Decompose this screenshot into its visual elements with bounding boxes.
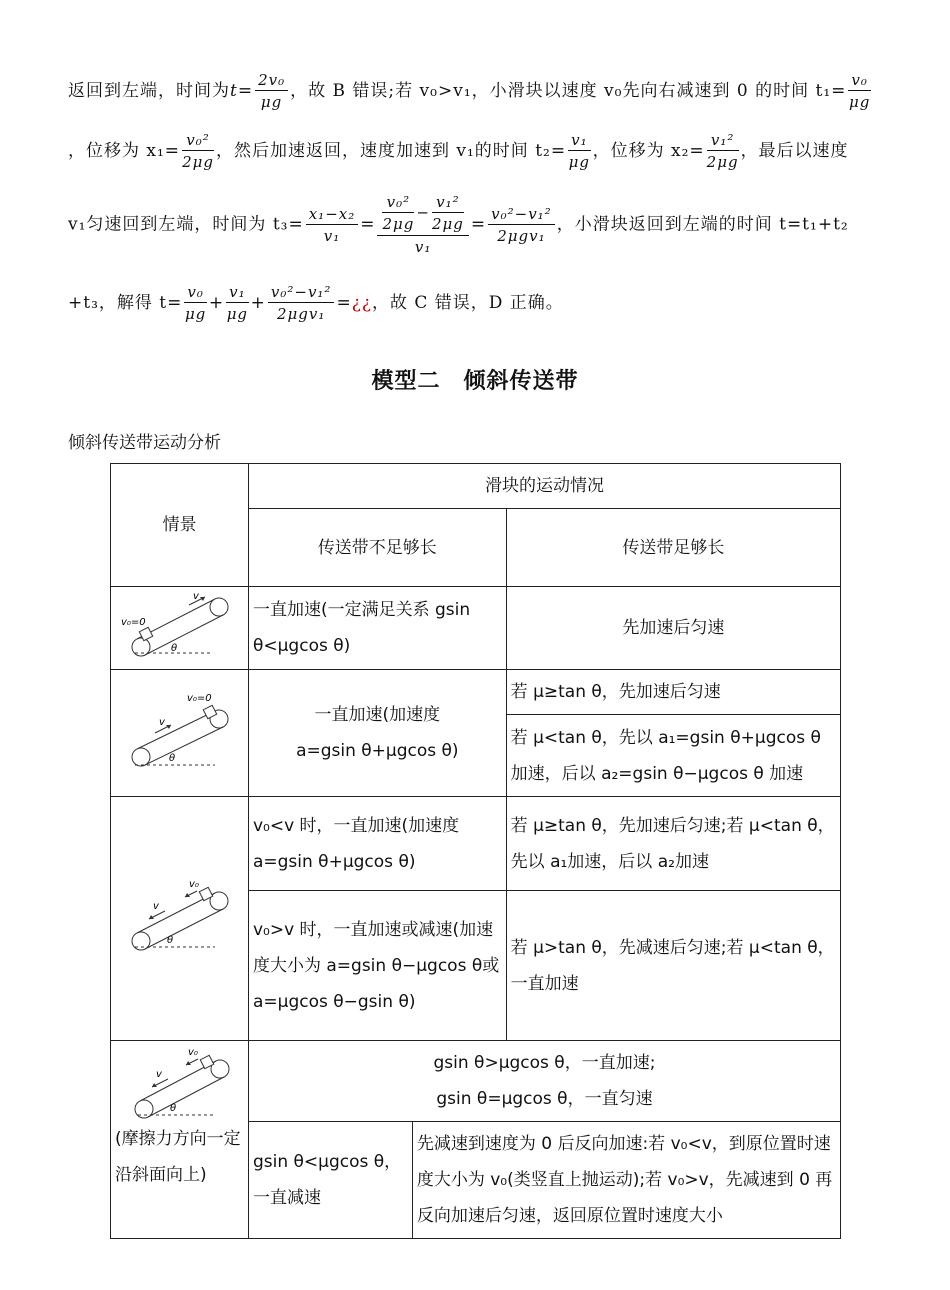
model-table — [110, 463, 841, 1239]
belt-diagram-up — [119, 591, 239, 665]
header-long: 传送带足够长 — [506, 509, 840, 587]
figure-cell — [111, 797, 249, 1041]
row2-long-b: 若 μ<tan θ，先以 a₁=gsin θ+μgcos θ 加速，后以 a₂=gsin θ−μgcos θ 加速 — [506, 715, 840, 797]
fraction: $\frac{\text{2v₀}}{\mu g}$ — [255, 70, 288, 113]
row2-long-a: 若 μ≥tan θ，先加速后匀速 — [506, 670, 840, 715]
fraction: $\frac{\text{v₀²−v₁²}}{\text{2μgv₁}}$ — [488, 204, 555, 247]
row4-long: 先减速到速度为 0 后反向加速:若 v₀<v，到原位置时速度大小为 v₀(类竖直上抛运动);若 v₀>v，先减速到 0 再反向加速后匀速，返回原位置时速度大小 — [412, 1122, 840, 1239]
row2-short: 一直加速(加速度 a=gsin θ+μgcos θ) — [248, 670, 506, 797]
row1-short: 一直加速(一定满足关系 gsin θ<μgcos θ) — [248, 587, 506, 670]
solution-line-2: ，位移为 x₁= $\frac{\text{v₀²}}{2\mu g}$ ，然后加速返回，速度加速到 v₁的时间 t₂= $\frac{\text{v₁}}{\mu g}$ ，位移为 x₂= $\frac{\text{v₁²}}{2\mu g}$ ，最后以速度 — [68, 131, 849, 171]
svg-text:v₀: v₀ — [189, 878, 200, 890]
svg-text:v: v — [156, 1069, 163, 1080]
table-row — [111, 797, 841, 891]
svg-text:v: v — [153, 900, 160, 912]
svg-text:θ: θ — [169, 753, 176, 764]
svg-text:v₀: v₀ — [188, 1047, 199, 1058]
compound-fraction: $\frac{\text{v₀²}}{2\mu g}$ − $\frac{\text{v₁²}}{2\mu g}$ v₁ — [377, 192, 468, 258]
svg-text:v₀=0: v₀=0 — [121, 617, 147, 628]
table-row — [111, 670, 841, 715]
table-row — [111, 1041, 841, 1122]
garbled-text: ¿¿ — [351, 293, 372, 313]
figure-cell — [111, 1041, 249, 1239]
figure-cell — [111, 587, 249, 670]
row3-long-a: 若 μ≥tan θ，先加速后匀速;若 μ<tan θ，先以 a₁加速，后以 a₂加速 — [506, 797, 840, 891]
svg-text:θ: θ — [167, 934, 174, 946]
solution-line-1: 返回到左端，时间为t= $\frac{\text{2v₀}}{\mu g}$ ，故 B 错误;若 v₀>v₁，小滑块以速度 v₀先向右减速到 0 的时间 t₁= $\frac{\text{v₀}}{\mu g}$ — [68, 71, 871, 111]
row4-merged: gsin θ>μgcos θ，一直加速; gsin θ=μgcos θ，一直匀速 — [248, 1041, 840, 1122]
fraction: $\frac{\text{v₁}}{\mu g}$ — [568, 131, 591, 171]
svg-text:v₀=0: v₀=0 — [187, 693, 213, 704]
text: ，故 B 错误;若 v₀>v₁，小滑块以速度 v₀先向右减速到 0 的时间 t₁= — [290, 81, 847, 101]
row3-short-b: v₀>v 时，一直加速或减速(加速度大小为 a=gsin θ−μgcos θ或 a=μgcos θ−gsin θ) — [248, 891, 506, 1041]
row1-long: 先加速后匀速 — [506, 587, 840, 670]
belt-diagram-down-v0 — [119, 879, 239, 959]
figure-cell — [111, 670, 249, 797]
text: 返回到左端，时间为 — [68, 81, 230, 101]
belt-diagram-friction-up — [124, 1045, 234, 1121]
row4-short: gsin θ<μgcos θ，一直减速 — [248, 1122, 412, 1239]
solution-line-4: +t₃，解得 t= $\frac{\text{v₀}}{\mu g}$ + $\frac{\text{v₁}}{\mu g}$ + $\frac{\text{v₀²−v₁²}}{\text{2μgv₁}}$ =¿¿，故 C 错误，D 正确。 — [68, 283, 564, 323]
belt-diagram-down — [119, 689, 239, 777]
subtitle: 倾斜传送带运动分析 — [68, 433, 221, 453]
row3-short-a: v₀<v 时，一直加速(加速度 a=gsin θ+μgcos θ) — [248, 797, 506, 891]
header-motion: 滑块的运动情况 — [248, 464, 840, 509]
row3-long-b: 若 μ>tan θ，先减速后匀速;若 μ<tan θ，一直加速 — [506, 891, 840, 1041]
row4-note: (摩擦力方向一定沿斜面向上) — [115, 1129, 241, 1185]
svg-text:v: v — [159, 717, 166, 728]
section-title: 模型二 倾斜传送带 — [371, 369, 579, 394]
table-row — [111, 587, 841, 670]
fraction: $\frac{\text{v₁²}}{2\mu g}$ — [706, 131, 739, 171]
svg-text:v: v — [193, 591, 200, 602]
header-scene: 情景 — [111, 464, 249, 587]
solution-line-3: v₁匀速回到左端，时间为 t₃= $\frac{\text{x₁−x₂}}{\text{v₁}}$ = $\frac{\text{v₀²}}{2\mu g}$ − $\frac{\text{v₁²}}{2\mu g}$ v₁ = $\frac{\text{v₀²−v₁²}}{\text{2μgv₁}}$ ，小滑块返回到左端的时间 t=t₁+t₂ — [68, 193, 849, 256]
svg-text:θ: θ — [171, 643, 178, 654]
svg-text:θ: θ — [170, 1103, 177, 1114]
header-short: 传送带不足够长 — [248, 509, 506, 587]
fraction: $\frac{\text{x₁−x₂}}{\text{v₁}}$ — [306, 204, 359, 247]
fraction: $\frac{\text{v₀}}{\mu g}$ — [848, 71, 871, 111]
fraction: $\frac{\text{v₀²}}{2\mu g}$ — [182, 131, 214, 171]
